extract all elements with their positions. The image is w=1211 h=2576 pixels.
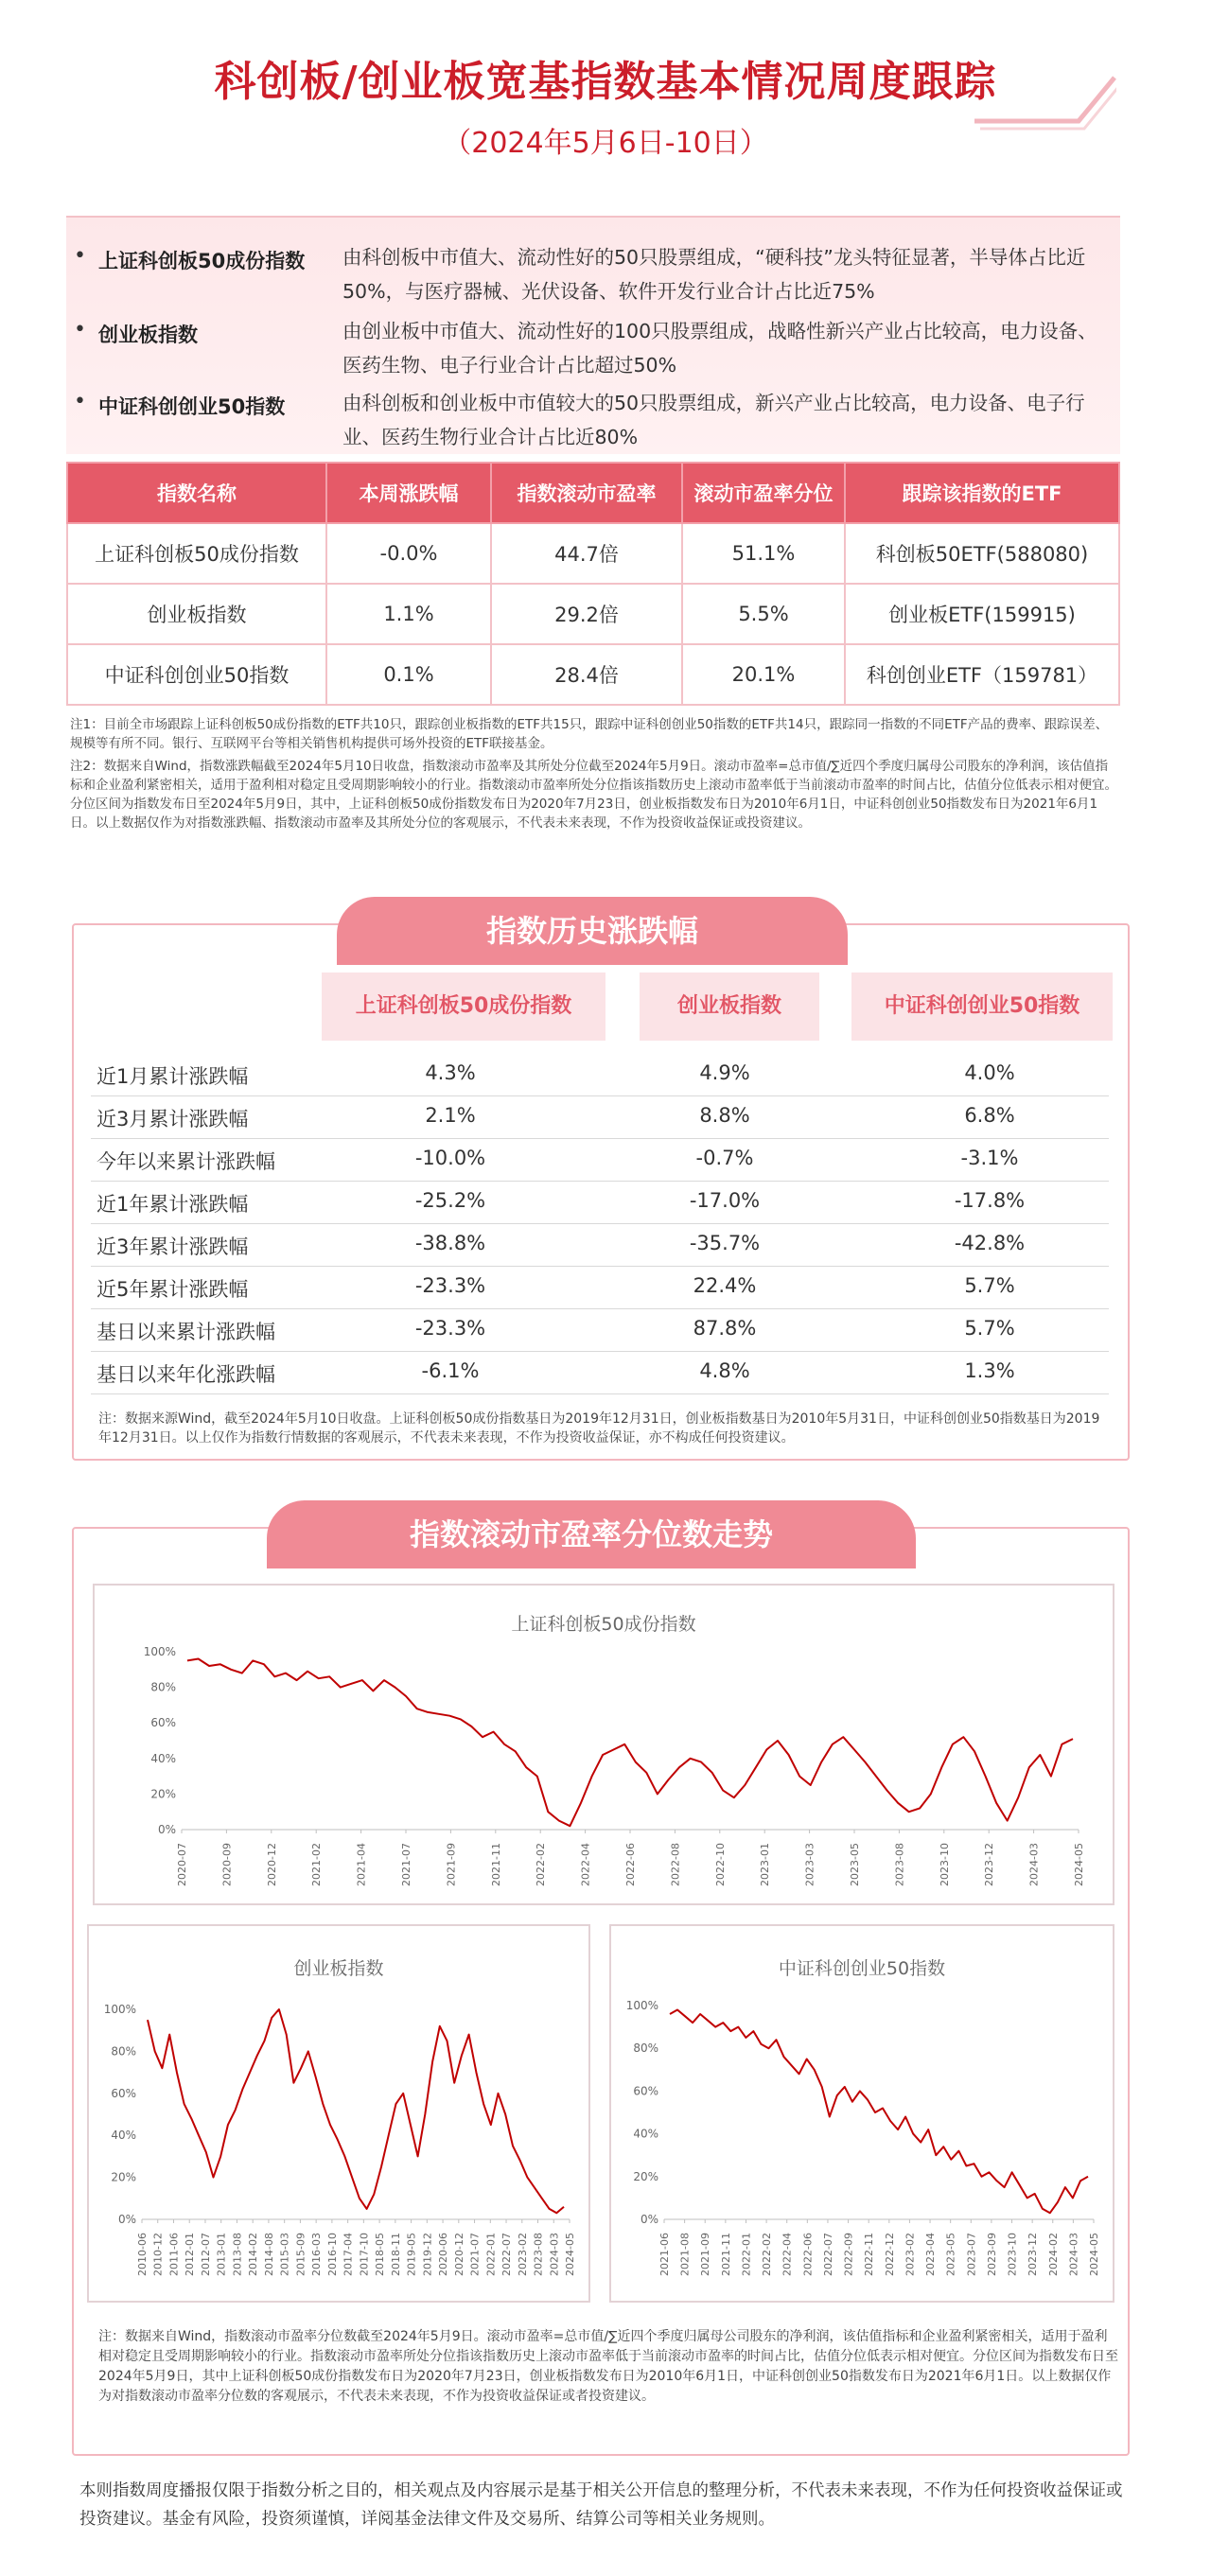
title-area [0, 0, 1211, 170]
x-tick-label: 2019-12 [421, 2233, 434, 2276]
y-tick-label: 80% [111, 2044, 136, 2059]
series-line [148, 2009, 564, 2213]
y-tick-label: 20% [111, 2170, 136, 2184]
y-tick-label: 0% [157, 1823, 176, 1836]
x-tick-label: 2017-04 [342, 2233, 355, 2276]
x-tick-label: 2022-07 [500, 2233, 514, 2276]
x-tick-label: 2021-11 [489, 1843, 502, 1886]
table-cell: 1.1% [326, 584, 491, 644]
table-note-2: 注2：数据来自Wind，指数涨跌幅截至2024年5月10日收盘，指数滚动市盈率及其所处分位截至2024年5月9日。滚动市盈率=总市值/∑近四个季度归属母公司股东的净利润，该估值指标和企业盈利紧密相关，适用于盈利相对稳定且受周期影响较小的行业。指数滚动市盈率所处分位指该指数历史上滚动市盈率低于当前滚动市盈率的时间占比，估值分位低表示相对便宜。分位区间为指数发布日至2024年5月9日，其中，上证科创板50成份指数发布日为2020年7月23日，创业板指数发布日为2010年6月1日，中证科创创业50指数发布日为2021年6月1日。以上数据仅作为对指数涨跌幅、指数滚动市盈率及其所处分位的客观展示，不代表未来表现，不作为投资收益保证或投资建议。 [70, 759, 1117, 831]
perf-value: -6.1% [421, 1359, 480, 1382]
x-tick-label: 2015-03 [278, 2233, 291, 2276]
perf-value: -17.8% [954, 1189, 1026, 1212]
chart-star50-svg [95, 1586, 1113, 1903]
chart-kechuang50 [609, 1924, 1114, 2303]
x-tick-label: 2021-07 [400, 1843, 412, 1886]
chart-chinext-svg [89, 1926, 588, 2301]
x-tick-label: 2013-01 [215, 2233, 228, 2276]
perf-row [91, 1139, 1109, 1182]
table-cell: 创业板ETF(159915) [845, 584, 1119, 644]
page-subtitle: （2024年5月6日-10日） [443, 127, 768, 160]
x-tick-label: 2019-05 [405, 2233, 418, 2276]
perf-row [91, 1352, 1109, 1394]
x-tick-label: 2010-06 [136, 2233, 149, 2276]
y-tick-label: 60% [150, 1716, 176, 1730]
x-tick-label: 2016-03 [310, 2233, 324, 2276]
perf-value: 4.9% [699, 1061, 750, 1084]
perf-row [91, 1096, 1109, 1139]
x-tick-label: 2021-06 [658, 2233, 671, 2276]
y-tick-label: 100% [625, 1999, 658, 2012]
chart-chinext [87, 1924, 590, 2303]
x-tick-label: 2024-02 [1046, 2233, 1060, 2276]
perf-value: 2.1% [425, 1104, 476, 1127]
perf-value: 5.7% [964, 1274, 1015, 1297]
perf-value: 4.3% [425, 1061, 476, 1084]
x-tick-label: 2023-12 [983, 1843, 996, 1886]
column-header: 滚动市盈率分位 [682, 463, 845, 523]
x-tick-label: 2023-04 [924, 2233, 938, 2276]
perf-value: 5.7% [964, 1317, 1015, 1340]
perf-value: 87.8% [693, 1317, 757, 1340]
perf-value: -0.7% [695, 1147, 754, 1169]
bullet-icon: • [74, 318, 86, 342]
table-cell: 28.4倍 [491, 644, 682, 705]
x-tick-label: 2022-12 [883, 2233, 896, 2276]
x-tick-label: 2010-12 [151, 2233, 165, 2276]
perf-value: -10.0% [414, 1147, 486, 1169]
x-tick-label: 2021-09 [699, 2233, 712, 2276]
x-tick-label: 2024-05 [1073, 1843, 1085, 1886]
perf-value: 4.8% [699, 1359, 750, 1382]
x-tick-label: 2023-05 [944, 2233, 957, 2276]
table-cell: 0.1% [326, 644, 491, 705]
perf-value: -25.2% [414, 1189, 486, 1212]
intro-index-name: 创业板指数 [98, 324, 198, 346]
x-tick-label: 2023-02 [904, 2233, 917, 2276]
x-tick-label: 2022-10 [713, 1843, 727, 1886]
x-tick-label: 2024-03 [1027, 1843, 1041, 1886]
x-tick-label: 2022-01 [484, 2233, 498, 2276]
perf-value: 4.0% [964, 1061, 1015, 1084]
x-tick-label: 2022-01 [740, 2233, 753, 2276]
perf-value: 1.3% [964, 1359, 1015, 1382]
chart-title: 创业板指数 [293, 1958, 384, 1979]
x-tick-label: 2018-11 [389, 2233, 402, 2276]
perf-row-label: 近1年累计涨跌幅 [97, 1193, 249, 1216]
x-tick-label: 2024-03 [1067, 2233, 1080, 2276]
x-tick-label: 2018-05 [374, 2233, 387, 2276]
chart-kechuang50-svg [611, 1926, 1113, 2301]
y-tick-label: 60% [111, 2086, 136, 2100]
perf-value: -38.8% [414, 1232, 486, 1254]
perf-value: 8.8% [699, 1104, 750, 1127]
column-header: 本周涨跌幅 [326, 463, 491, 523]
table-cell: -0.0% [326, 523, 491, 584]
perf-row [91, 1267, 1109, 1309]
intro-index-desc: 由创业板中市值大、流动性好的100只股票组成，战略性新兴产业占比较高，电力设备、医药生物、电子行业合计占比超过50% [342, 320, 1097, 377]
perf-note: 注：数据来源Wind，截至2024年5月10日收盘。上证科创板50成份指数基日为2019年12月31日，创业板指数基日为2010年5月31日，中证科创创业50指数基日为2019年12月31日。以上仅作为指数行情数据的客观展示，不代表未来表现，不作为投资收益保证，亦不构成任何投资建议。 [98, 1411, 1100, 1446]
y-tick-label: 0% [640, 2213, 658, 2226]
table-cell: 29.2倍 [491, 584, 682, 644]
x-tick-label: 2020-12 [452, 2233, 465, 2276]
perf-value: -35.7% [689, 1232, 761, 1254]
table-header-row [67, 463, 1119, 523]
x-tick-label: 2020-06 [437, 2233, 450, 2276]
x-tick-label: 2022-07 [821, 2233, 834, 2276]
table-cell: 创业板指数 [67, 584, 326, 644]
pe-section-title: 指数滚动市盈率分位数走势 [267, 1500, 916, 1568]
intro-index-name: 中证科创创业50指数 [98, 395, 286, 418]
x-tick-label: 2024-05 [564, 2233, 576, 2276]
pe-note: 注：数据来自Wind，指数滚动市盈率分位数截至2024年5月9日。滚动市盈率=总市值/∑近四个季度归属母公司股东的净利润，该估值指标和企业盈利紧密相关，适用于盈利相对稳定且受周期影响较小的行业。指数滚动市盈率所处分位指该指数历史上滚动市盈率低于当前滚动市盈率的时间占比，估值分位低表示相对便宜。分位区间为指数发布日至2024年5月9日，其中上证科创板50成份指数发布日为2020年7月23日，创业板指数发布日为2010年6月1日，中证科创创业50指数发布日为2021年6月1日。以上数据仅作为对指数滚动市盈率分位数的客观展示，不代表未来表现，不作为投资收益保证或者投资建议。 [98, 2329, 1118, 2404]
x-tick-label: 2023-12 [1027, 2233, 1040, 2276]
perf-value: 6.8% [964, 1104, 1015, 1127]
perf-section-title: 指数历史涨跌幅 [337, 897, 848, 965]
y-tick-label: 100% [103, 2003, 136, 2016]
x-tick-label: 2016-10 [325, 2233, 339, 2276]
title-decoration-icon [974, 66, 1116, 132]
perf-value: -3.1% [960, 1147, 1019, 1169]
y-tick-label: 20% [150, 1787, 176, 1801]
x-tick-label: 2023-02 [516, 2233, 529, 2276]
x-tick-label: 2023-10 [1006, 2233, 1019, 2276]
index-intro-box [66, 216, 1120, 454]
x-tick-label: 2014-02 [247, 2233, 260, 2276]
perf-row-label: 今年以来累计涨跌幅 [97, 1150, 275, 1173]
x-tick-label: 2012-07 [199, 2233, 212, 2276]
x-tick-label: 2020-09 [220, 1843, 234, 1886]
x-tick-label: 2023-10 [938, 1843, 951, 1886]
perf-value: 22.4% [693, 1274, 757, 1297]
chart-star50 [93, 1584, 1114, 1905]
chart-title: 上证科创板50成份指数 [511, 1614, 696, 1635]
table-row [67, 584, 1119, 644]
page-title: 科创板/创业板宽基指数基本情况周度跟踪 [214, 58, 997, 106]
x-tick-label: 2022-02 [535, 1843, 548, 1886]
table-cell: 5.5% [682, 584, 845, 644]
perf-row [91, 1054, 1109, 1096]
x-tick-label: 2022-02 [761, 2233, 774, 2276]
x-tick-label: 2014-08 [262, 2233, 275, 2276]
table-row [67, 523, 1119, 584]
x-tick-label: 2023-07 [965, 2233, 978, 2276]
x-tick-label: 2021-07 [468, 2233, 482, 2276]
perf-row-label: 近1月累计涨跌幅 [97, 1065, 249, 1088]
x-tick-label: 2022-09 [842, 2233, 855, 2276]
table-cell: 上证科创板50成份指数 [67, 523, 326, 584]
perf-column-header: 上证科创板50成份指数 [322, 973, 606, 1041]
perf-column-header: 创业板指数 [640, 973, 819, 1041]
y-tick-label: 60% [633, 2084, 658, 2098]
series-line [670, 2010, 1088, 2214]
intro-index-name: 上证科创板50成份指数 [98, 250, 306, 272]
perf-value: -23.3% [414, 1274, 486, 1297]
x-tick-label: 2021-08 [678, 2233, 692, 2276]
perf-row-label: 基日以来累计涨跌幅 [97, 1321, 275, 1343]
bullet-icon: • [74, 390, 86, 413]
x-tick-label: 2017-10 [358, 2233, 371, 2276]
table-note-1: 注1：目前全市场跟踪上证科创板50成份指数的ETF共10只，跟踪创业板指数的ETF共15只，跟踪中证科创创业50指数的ETF共14只，跟踪同一指数的不同ETF产品的费率、跟踪误差、规模等有所不同。银行、互联网平台等相关销售机构提供可场外投资的ETF联接基金。 [70, 717, 1109, 751]
perf-value: -23.3% [414, 1317, 486, 1340]
x-tick-label: 2013-08 [231, 2233, 244, 2276]
etf-table [66, 462, 1120, 706]
perf-row [91, 1182, 1109, 1224]
table-cell: 20.1% [682, 644, 845, 705]
perf-row-label: 基日以来年化涨跌幅 [97, 1363, 275, 1386]
x-tick-label: 2023-09 [985, 2233, 998, 2276]
table-cell: 中证科创创业50指数 [67, 644, 326, 705]
x-tick-label: 2015-09 [294, 2233, 307, 2276]
x-tick-label: 2022-06 [624, 1843, 637, 1886]
intro-index-desc: 由科创板和创业板中市值较大的50只股票组成，新兴产业占比较高，电力设备、电子行业、医药生物行业合计占比近80% [342, 392, 1085, 448]
x-tick-label: 2022-11 [863, 2233, 876, 2276]
column-header: 指数滚动市盈率 [491, 463, 682, 523]
table-cell: 科创板50ETF(588080) [845, 523, 1119, 584]
column-header: 指数名称 [67, 463, 326, 523]
x-tick-label: 2022-08 [669, 1843, 682, 1886]
perf-column-header: 中证科创创业50指数 [851, 973, 1113, 1041]
x-tick-label: 2022-06 [801, 2233, 815, 2276]
x-tick-label: 2020-07 [176, 1843, 188, 1886]
perf-value: -17.0% [689, 1189, 761, 1212]
perf-row-label: 近5年累计涨跌幅 [97, 1278, 249, 1301]
x-tick-label: 2023-01 [759, 1843, 772, 1886]
y-tick-label: 0% [117, 2213, 136, 2226]
y-tick-label: 40% [111, 2129, 136, 2143]
x-tick-label: 2021-11 [719, 2233, 732, 2276]
x-tick-label: 2012-01 [184, 2233, 197, 2276]
perf-value: -42.8% [954, 1232, 1026, 1254]
bullet-icon: • [74, 244, 86, 268]
x-tick-label: 2020-12 [265, 1843, 278, 1886]
x-tick-label: 2021-09 [445, 1843, 458, 1886]
x-tick-label: 2023-08 [893, 1843, 906, 1886]
y-tick-label: 40% [150, 1751, 176, 1765]
column-header: 跟踪该指数的ETF [845, 463, 1119, 523]
x-tick-label: 2023-03 [803, 1843, 816, 1886]
series-line [187, 1659, 1073, 1827]
y-tick-label: 40% [633, 2127, 658, 2141]
table-cell: 44.7倍 [491, 523, 682, 584]
x-tick-label: 2021-04 [355, 1843, 368, 1886]
x-tick-label: 2023-08 [532, 2233, 545, 2276]
table-cell: 51.1% [682, 523, 845, 584]
x-tick-label: 2024-05 [1088, 2233, 1100, 2276]
y-tick-label: 20% [633, 2169, 658, 2183]
table-cell: 科创创业ETF（159781） [845, 644, 1119, 705]
intro-index-desc: 由科创板中市值大、流动性好的50只股票组成，“硬科技”龙头特征显著，半导体占比近50%，与医疗器械、光伏设备、软件开发行业合计占比近75% [342, 246, 1086, 303]
x-tick-label: 2022-04 [579, 1843, 592, 1886]
y-tick-label: 80% [633, 2042, 658, 2056]
table-row [67, 644, 1119, 705]
y-tick-label: 80% [150, 1680, 176, 1694]
x-tick-label: 2023-05 [849, 1843, 861, 1886]
disclaimer: 本则指数周度播报仅限于指数分析之目的，相关观点及内容展示是基于相关公开信息的整理分析，不代表未来表现，不作为任何投资收益保证或投资建议。基金有风险，投资须谨慎，详阅基金法律文件及交易所、结算公司等相关业务规则。 [79, 2481, 1123, 2529]
perf-row-label: 近3月累计涨跌幅 [97, 1108, 249, 1130]
perf-row [91, 1309, 1109, 1352]
x-tick-label: 2021-02 [310, 1843, 324, 1886]
x-tick-label: 2011-06 [167, 2233, 181, 2276]
x-tick-label: 2022-04 [781, 2233, 794, 2276]
x-tick-label: 2024-03 [548, 2233, 561, 2276]
perf-row [91, 1224, 1109, 1267]
y-tick-label: 100% [143, 1645, 176, 1658]
perf-row-label: 近3年累计涨跌幅 [97, 1235, 249, 1258]
chart-title: 中证科创创业50指数 [778, 1958, 946, 1979]
